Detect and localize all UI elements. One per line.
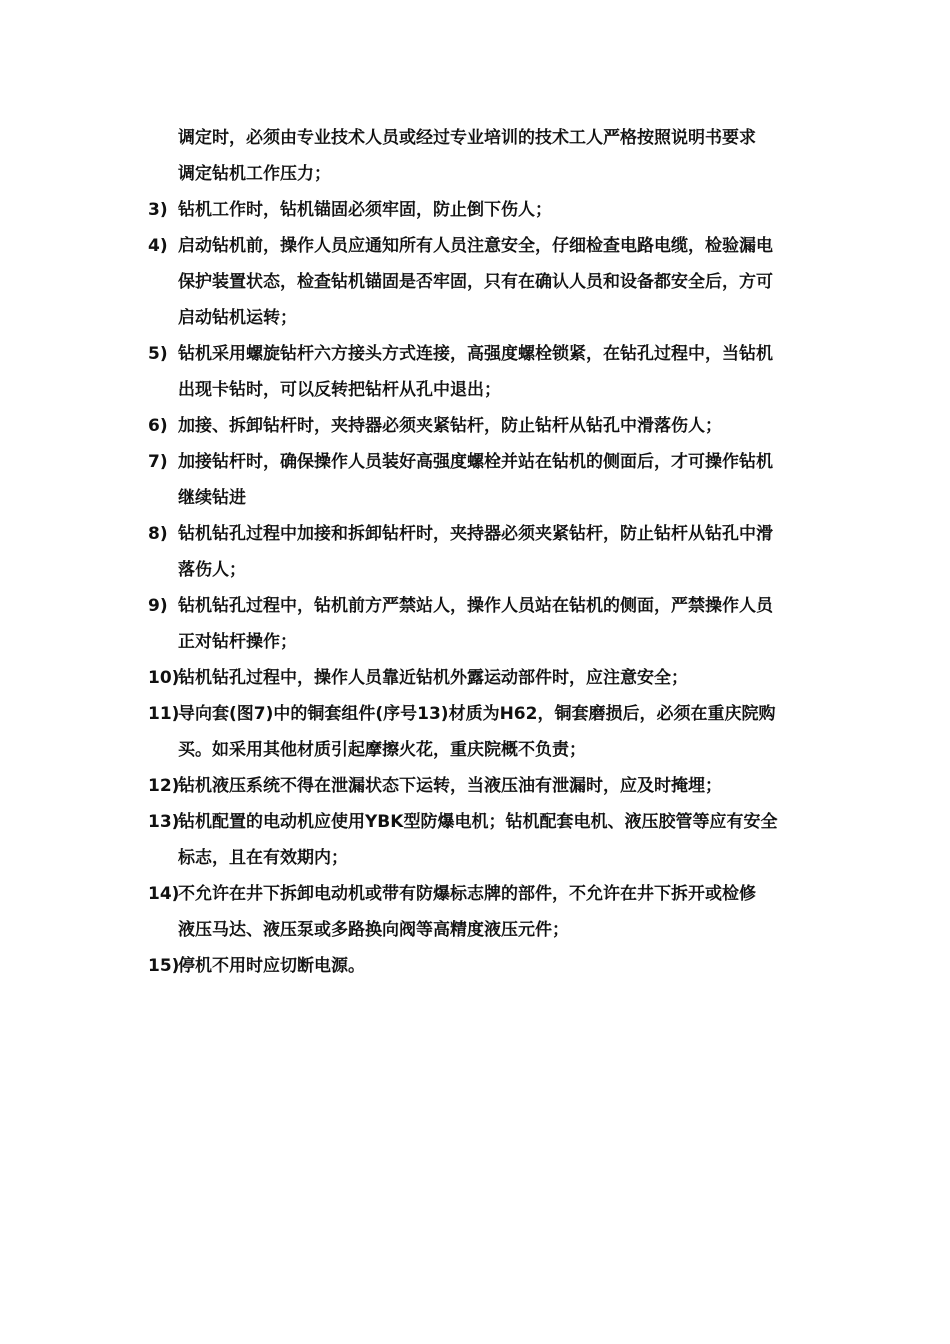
safety-instructions [148,120,848,984]
item-number: 8) [148,524,168,544]
list-item-13-cont [148,840,848,876]
intro-line [148,156,848,192]
list-item-15 [148,948,848,984]
item-number: 10) [148,668,180,688]
item-text: 保护装置状态，检查钻机锚固是否牢固，只有在确认人员和设备都安全后，方可 [178,272,773,292]
item-text: 液压马达、液压泵或多路换向阀等高精度液压元件； [178,920,569,940]
intro-line [148,120,848,156]
list-item-8 [148,516,848,552]
item-text: 钻机采用螺旋钻杆六方接头方式连接，高强度螺栓锁紧，在钻孔过程中，当钻机 [178,344,773,364]
item-text: 落伤人； [178,560,246,580]
item-number: 5) [148,344,168,364]
item-text: 停机不用时应切断电源。 [178,956,365,976]
item-text: 导向套(图7)中的铜套组件(序号13)材质为H62，铜套磨损后，必须在重庆院购 [178,704,776,724]
item-number: 7) [148,452,168,472]
list-item-12 [148,768,848,804]
list-item-9 [148,588,848,624]
item-number: 12) [148,776,180,796]
item-text: 钻机钻孔过程中加接和拆卸钻杆时，夹持器必须夹紧钻杆，防止钻杆从钻孔中滑 [178,524,773,544]
item-number: 11) [148,704,180,724]
list-item-10 [148,660,848,696]
list-item-4-cont [148,300,848,336]
item-number: 9) [148,596,168,616]
list-item-5 [148,336,848,372]
item-text: 加接钻杆时，确保操作人员装好高强度螺栓并站在钻机的侧面后，才可操作钻机 [178,452,773,472]
item-text: 钻机配置的电动机应使用YBK型防爆电机；钻机配套电机、液压胶管等应有安全 [178,812,778,832]
list-item-7 [148,444,848,480]
item-text: 加接、拆卸钻杆时，夹持器必须夹紧钻杆，防止钻杆从钻孔中滑落伤人； [178,416,722,436]
list-item-7-cont [148,480,848,516]
item-text: 标志，且在有效期内； [178,848,348,868]
item-text: 钻机工作时，钻机锚固必须牢固，防止倒下伤人； [178,200,552,220]
item-text: 钻机液压系统不得在泄漏状态下运转，当液压油有泄漏时，应及时掩埋； [178,776,722,796]
item-text: 启动钻机运转； [178,308,297,328]
item-text: 买。如采用其他材质引起摩擦火花，重庆院概不负责； [178,740,586,760]
list-item-4-cont [148,264,848,300]
item-text: 钻机钻孔过程中，操作人员靠近钻机外露运动部件时，应注意安全； [178,668,688,688]
item-text: 出现卡钻时，可以反转把钻杆从孔中退出； [178,380,501,400]
list-item-11-cont [148,732,848,768]
list-item-13 [148,804,848,840]
item-text: 不允许在井下拆卸电动机或带有防爆标志牌的部件，不允许在井下拆开或检修 [178,884,756,904]
list-item-11 [148,696,848,732]
list-item-4 [148,228,848,264]
list-item-3 [148,192,848,228]
list-item-9-cont [148,624,848,660]
item-number: 6) [148,416,168,436]
item-number: 14) [148,884,180,904]
item-number: 3) [148,200,168,220]
item-number: 4) [148,236,168,256]
list-item-14-cont [148,912,848,948]
list-item-8-cont [148,552,848,588]
item-text: 钻机钻孔过程中，钻机前方严禁站人，操作人员站在钻机的侧面，严禁操作人员 [178,596,773,616]
item-text: 正对钻杆操作； [178,632,297,652]
list-item-5-cont [148,372,848,408]
intro-text-2: 调定钻机工作压力； [178,164,331,184]
item-text: 启动钻机前，操作人员应通知所有人员注意安全，仔细检查电路电缆，检验漏电 [178,236,773,256]
list-item-6 [148,408,848,444]
intro-text-1: 调定时，必须由专业技术人员或经过专业培训的技术工人严格按照说明书要求 [178,128,756,148]
item-text: 继续钻进 [178,488,246,508]
item-number: 15) [148,956,180,976]
list-item-14 [148,876,848,912]
item-number: 13) [148,812,180,832]
